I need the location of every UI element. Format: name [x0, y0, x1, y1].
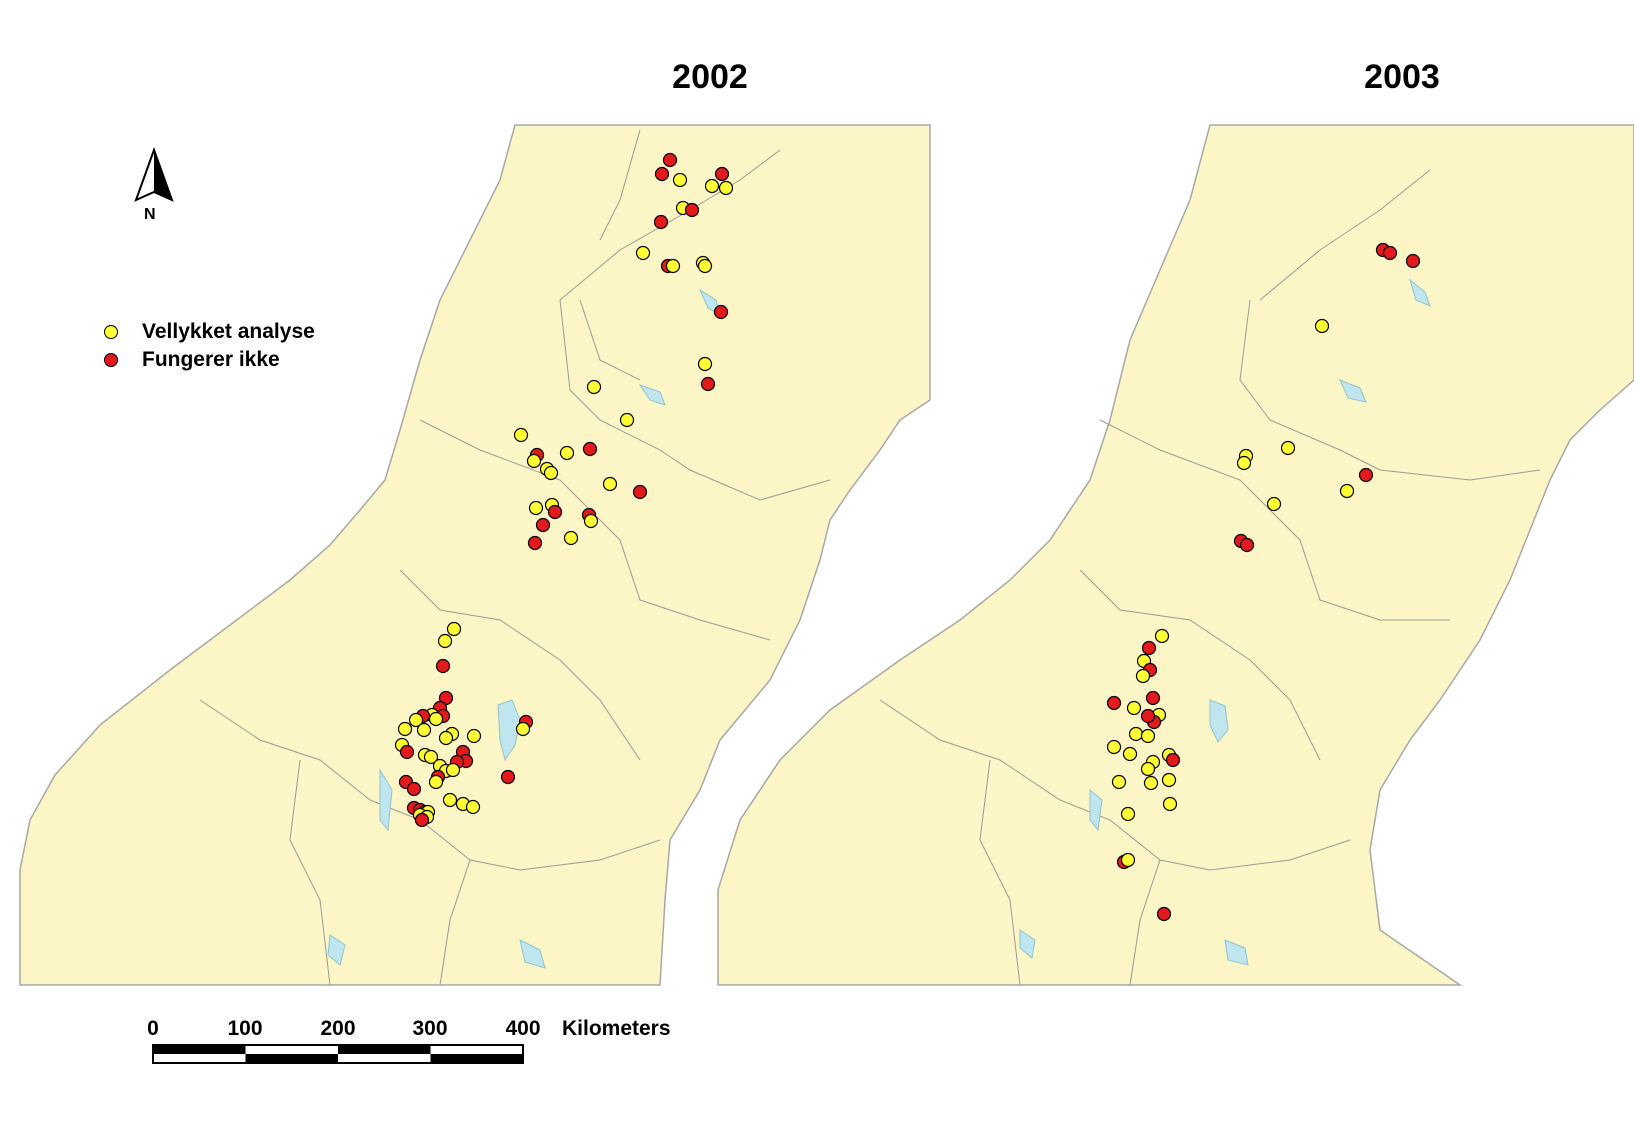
map-2002-success-point-4	[706, 180, 719, 193]
map-2003-success-point-31	[1145, 777, 1158, 790]
scale-tick-200: 200	[320, 1017, 356, 1040]
map-2003-success-point-25	[1124, 748, 1137, 761]
scale-tick-400: 400	[505, 1017, 541, 1040]
map-2002-success-point-36	[448, 623, 461, 636]
scale-bar	[153, 1045, 523, 1063]
north-arrow	[136, 150, 172, 200]
map-2003-success-point-12	[1156, 630, 1169, 643]
map-2002-success-point-2	[674, 174, 687, 187]
legend-label-failure: Fungerer ikke	[142, 348, 280, 371]
map-2003-failure-point-7	[1360, 469, 1373, 482]
map-2002-failure-point-54	[401, 746, 414, 759]
scale-tick-300: 300	[412, 1017, 448, 1040]
legend	[104, 318, 315, 374]
map-2003-success-point-33	[1113, 776, 1126, 789]
map-2003-success-point-23	[1130, 728, 1143, 741]
map-2002-success-point-18	[621, 414, 634, 427]
map-2002-success-point-33	[585, 515, 598, 528]
map-2002-failure-point-8	[655, 216, 668, 229]
map-2002-failure-point-67	[502, 771, 515, 784]
map-2003-failure-point-11	[1241, 539, 1254, 552]
map-2002-failure-point-25	[584, 443, 597, 456]
map-2003-failure-point-13	[1143, 642, 1156, 655]
map-2002-success-point-28	[530, 502, 543, 515]
map-2002-failure-point-35	[529, 537, 542, 550]
map-title-2003: 2003	[1364, 58, 1440, 96]
map-2003-failure-point-19	[1147, 692, 1160, 705]
map-2002-success-point-62	[447, 764, 460, 777]
map-2002-success-point-64	[430, 776, 443, 789]
map-2002-failure-point-14	[715, 306, 728, 319]
map-2002-success-point-70	[467, 801, 480, 814]
map-2002-failure-point-66	[408, 783, 421, 796]
map-2002-failure-point-77	[416, 814, 429, 827]
map-2003-success-point-6	[1282, 442, 1295, 455]
map-2003-failure-point-2	[1407, 255, 1420, 268]
map-2003-failure-point-22	[1142, 710, 1155, 723]
map-2002-failure-point-1	[656, 168, 669, 181]
map-2003-success-point-34	[1164, 798, 1177, 811]
failure-marker-icon	[104, 353, 118, 367]
map-2003-failure-point-1	[1384, 247, 1397, 260]
scale-tick-0: 0	[147, 1017, 159, 1040]
scale-tick-100: 100	[227, 1017, 263, 1040]
map-2003-failure-point-28	[1167, 754, 1180, 767]
map-2002-success-point-11	[667, 260, 680, 273]
map-2002-failure-point-27	[634, 486, 647, 499]
map-2002-success-point-5	[720, 182, 733, 195]
legend-item-success	[104, 318, 315, 346]
map-2003-success-point-16	[1137, 670, 1150, 683]
map-2003-success-point-8	[1341, 485, 1354, 498]
map-2002-success-point-9	[637, 247, 650, 260]
map-2002-failure-point-31	[537, 519, 550, 532]
north-arrow-label: N	[144, 206, 156, 223]
map-2002-success-point-13	[699, 260, 712, 273]
map-2003-failure-point-17	[1108, 697, 1121, 710]
map-2002-success-point-50	[468, 730, 481, 743]
map-2003-success-point-35	[1122, 808, 1135, 821]
map-2003-success-point-30	[1142, 763, 1155, 776]
map-2002-success-point-46	[399, 723, 412, 736]
map-2002-success-point-34	[565, 532, 578, 545]
map-2002-success-point-68	[444, 794, 457, 807]
map-2002-success-point-17	[588, 381, 601, 394]
map-2002-failure-point-3	[716, 168, 729, 181]
map-2002-failure-point-16	[702, 378, 715, 391]
scale-units: Kilometers	[562, 1017, 671, 1040]
map-2002-success-point-47	[418, 724, 431, 737]
legend-item-failure	[104, 346, 315, 374]
map-2002-success-point-44	[430, 713, 443, 726]
map-2002-success-point-15	[699, 358, 712, 371]
map-2003-success-point-32	[1163, 774, 1176, 787]
map-2002-success-point-19	[515, 429, 528, 442]
map-2002-success-point-52	[517, 723, 530, 736]
map-2003-success-point-5	[1238, 457, 1251, 470]
map-2002-success-point-49	[440, 732, 453, 745]
map-2002-failure-point-0	[664, 154, 677, 167]
map-title-2002: 2002	[672, 58, 748, 96]
success-marker-icon	[104, 325, 118, 339]
map-2002-success-point-26	[604, 478, 617, 491]
legend-label-success: Vellykket analyse	[142, 320, 315, 343]
map-2002-failure-point-7	[686, 204, 699, 217]
map-2002-success-point-37	[439, 635, 452, 648]
map-2003-success-point-3	[1316, 320, 1329, 333]
map-2002-failure-point-38	[437, 660, 450, 673]
map-2002-success-point-21	[528, 455, 541, 468]
map-2002-failure-point-30	[549, 506, 562, 519]
map-2003-success-point-18	[1128, 702, 1141, 715]
map-2003-success-point-9	[1268, 498, 1281, 511]
map-2002-success-point-24	[561, 447, 574, 460]
map-2003-success-point-26	[1142, 730, 1155, 743]
map-2003-success-point-37	[1122, 854, 1135, 867]
map-2002-success-point-23	[545, 467, 558, 480]
map-2003-failure-point-38	[1158, 908, 1171, 921]
map-2003-success-point-24	[1108, 741, 1121, 754]
